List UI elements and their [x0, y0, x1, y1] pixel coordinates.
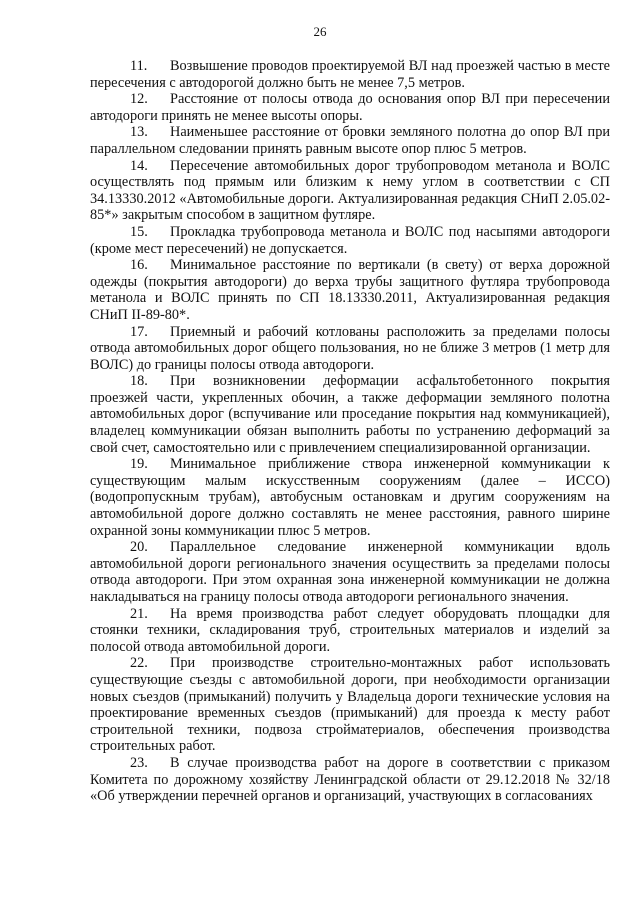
numbered-paragraph	[90, 755, 610, 805]
paragraph-text: На время производства работ следует оборудовать площадки для стоянки техники, складирования труб, строительных материалов и изделий за полосой отвода автомобильной дороги.	[90, 605, 610, 655]
paragraph-number: 18.	[130, 373, 148, 390]
paragraph-text: Параллельное следование инженерной коммуникации вдоль автомобильной дороги регионального значения осуществить за пределами полосы отвода автодороги. При этом охранная зона инженерной коммуникации не должна накладываться на границу полосы отвода автодороги регионального значения.	[90, 539, 610, 605]
numbered-paragraph	[90, 456, 610, 539]
paragraph-text: При возникновении деформации асфальтобетонного покрытия проезжей части, укрепленных обочин, а также деформации земляного полотна автомобильных дорог (вспучивание или проседание покрытия над коммуникацией), владелец коммуникации обязан выполнить работы по устранению деформаций за свой счет, самостоятельно или с привлечением специализированной организации.	[90, 373, 610, 456]
numbered-paragraph	[90, 655, 610, 755]
paragraph-number: 14.	[130, 157, 148, 174]
paragraph-text: Возвышение проводов проектируемой ВЛ над проезжей частью в месте пересечения с автодорогой должно быть не менее 7,5 метров.	[90, 58, 610, 91]
paragraph-number: 11.	[130, 58, 148, 74]
paragraph-number: 22.	[130, 655, 148, 672]
paragraph-text: Прокладка трубопровода метанола и ВОЛС под насыпями автодороги (кроме мест пересечений) не допускается.	[90, 223, 610, 257]
numbered-paragraph	[90, 91, 610, 124]
paragraph-number: 21.	[130, 605, 148, 622]
paragraph-number: 23.	[130, 754, 148, 771]
paragraph-number: 20.	[130, 539, 148, 556]
numbered-paragraph	[90, 124, 610, 157]
numbered-paragraph	[90, 158, 610, 224]
numbered-paragraph	[90, 324, 610, 374]
paragraph-number: 13.	[130, 124, 148, 141]
numbered-paragraph	[90, 257, 610, 323]
numbered-paragraph	[90, 606, 610, 656]
paragraph-text: При производстве строительно-монтажных работ использовать существующие съезды с автомобильной дороги, при необходимости организации новых съездов (примыканий) получить у Владельца дороги технические условия на проектирование временных съездов (примыканий) для проезда к месту работ строительной техники, подвоза стройматериалов, обеспечения производства строительных работ.	[90, 655, 610, 755]
paragraph-text: Наименьшее расстояние от бровки земляного полотна до опор ВЛ при параллельном следовании принять равным высоте опор плюс 5 метров.	[90, 124, 610, 157]
paragraph-number: 15.	[130, 223, 148, 240]
paragraph-text: В случае производства работ на дороге в соответствии с приказом Комитета по дорожному хозяйству Ленинградской области от 29.12.2018 № 32/18 «Об утверждении перечней органов и организаций, участвующих в согласованиях	[90, 754, 610, 805]
paragraph-number: 12.	[130, 91, 148, 108]
numbered-paragraph	[90, 373, 610, 456]
paragraph-text: Минимальное приближение створа инженерной коммуникации к существующим малым искусственным сооружениям (далее – ИССО) (водопропускным трубам), автобусным остановкам и другим сооружениям на автомобильной дороге должно составлять не менее расстояния, равного ширине охранной зоны коммуникации плюс 5 метров.	[90, 456, 610, 539]
paragraph-number: 16.	[130, 257, 148, 274]
numbered-paragraph	[90, 58, 610, 91]
numbered-paragraph	[90, 224, 610, 257]
numbered-paragraph	[90, 539, 610, 605]
paragraph-text: Минимальное расстояние по вертикали (в свету) от верха дорожной одежды (покрытия автодороги) до верха трубы защитного футляра трубопровода метанола и ВОЛС принять по СП 18.13330.2011, Актуализированная редакция СНиП II-89-80*.	[90, 257, 610, 323]
page-number: 26	[313, 24, 327, 39]
paragraph-number: 19.	[130, 456, 148, 473]
paragraph-text: Приемный и рабочий котлованы расположить за пределами полосы отвода автомобильных дорог общего пользования, но не ближе 3 метров (1 метр для ВОЛС) до границы полосы отвода автодороги.	[90, 323, 610, 373]
paragraph-number: 17.	[130, 323, 148, 340]
paragraph-text: Пересечение автомобильных дорог трубопроводом метанола и ВОЛС осуществлять под прямым или близким к нему углом в соответствии с СП 34.13330.2012 «Автомобильные дороги. Актуализированная редакция СНиП 2.05.02-85*» закрытым способом в защитном футляре.	[90, 157, 610, 224]
paragraph-text: Расстояние от полосы отвода до основания опор ВЛ при пересечении автодороги принять не менее высоты опоры.	[90, 91, 610, 124]
document-body	[90, 58, 610, 805]
